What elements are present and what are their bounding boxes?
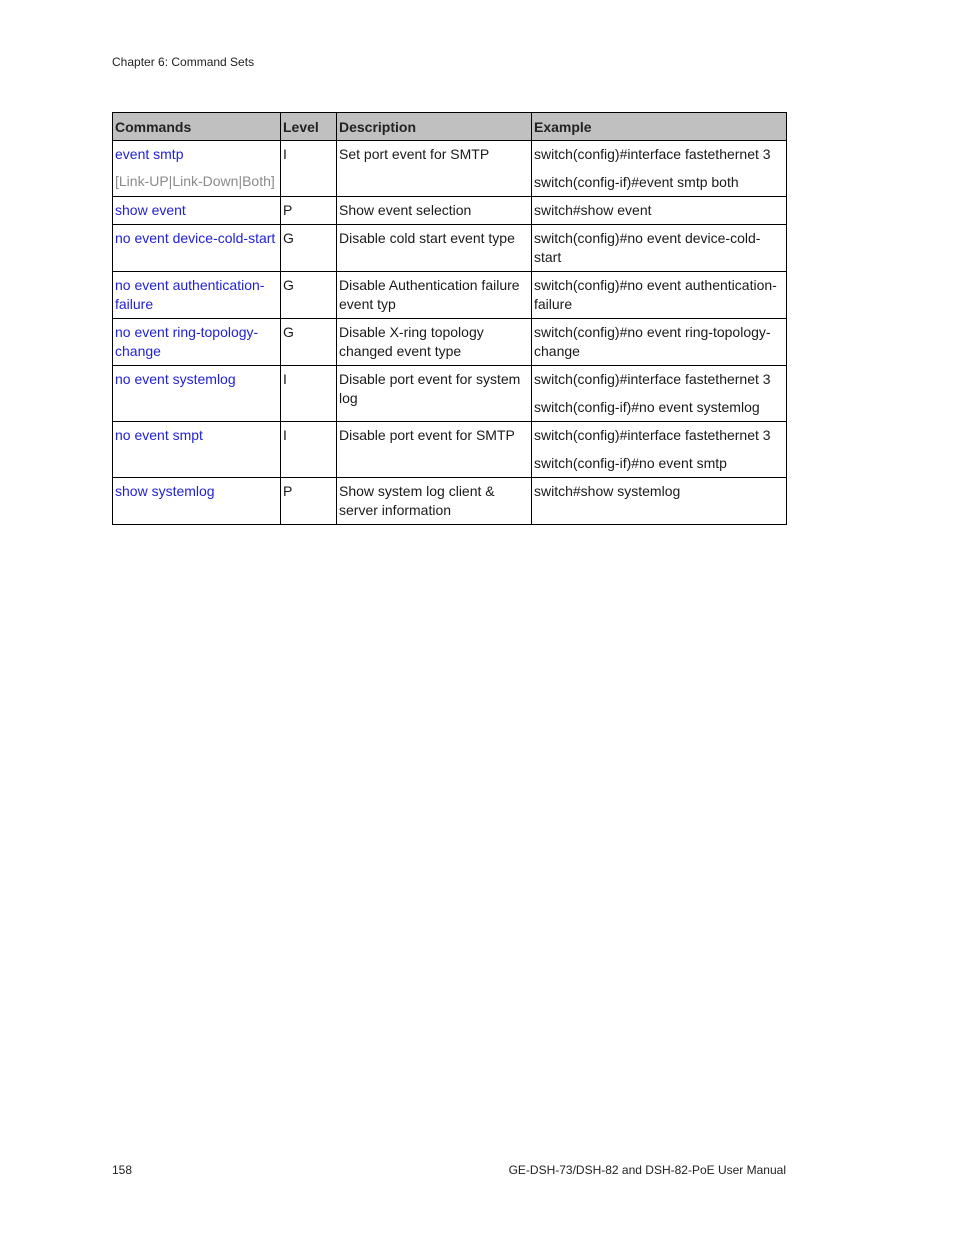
example-cell xyxy=(532,319,787,366)
column-header-description: Description xyxy=(337,113,532,141)
example-line: switch#show systemlog xyxy=(534,483,681,499)
description-cell: Disable Authentication failure event typ xyxy=(337,272,532,319)
level-cell: I xyxy=(281,141,337,197)
table-header-row xyxy=(113,113,787,141)
command-cell xyxy=(113,141,281,197)
level-cell: I xyxy=(281,366,337,422)
example-line: switch(config-if)#event smtp both xyxy=(534,174,739,190)
table-row xyxy=(113,141,787,197)
example-cell xyxy=(532,366,787,422)
command-cell xyxy=(113,225,281,272)
command-link[interactable]: event smtp xyxy=(115,146,184,162)
description-cell: Set port event for SMTP xyxy=(337,141,532,197)
level-cell: G xyxy=(281,225,337,272)
description-cell: Disable port event for SMTP xyxy=(337,422,532,478)
command-cell xyxy=(113,366,281,422)
example-cell xyxy=(532,478,787,525)
command-cell xyxy=(113,319,281,366)
example-line: switch(config)#interface fastethernet 3 xyxy=(534,371,771,387)
example-line: switch(config)#interface fastethernet 3 xyxy=(534,146,771,162)
table-row xyxy=(113,478,787,525)
chapter-header: Chapter 6: Command Sets xyxy=(112,55,255,69)
description-cell: Show event selection xyxy=(337,197,532,225)
command-link[interactable]: show event xyxy=(115,202,186,218)
example-cell xyxy=(532,141,787,197)
example-line: switch(config)#interface fastethernet 3 xyxy=(534,427,771,443)
command-link[interactable]: show systemlog xyxy=(115,483,215,499)
example-cell xyxy=(532,422,787,478)
command-link[interactable]: no event ring-topology-change xyxy=(115,324,259,359)
description-cell: Disable X-ring topology changed event type xyxy=(337,319,532,366)
command-cell xyxy=(113,197,281,225)
description-cell: Disable port event for system log xyxy=(337,366,532,422)
page-number: 158 xyxy=(112,1163,133,1177)
command-link[interactable]: no event systemlog xyxy=(115,371,236,387)
command-link[interactable]: no event authentication-failure xyxy=(115,277,265,312)
example-line: switch(config)#no event ring-topology-change xyxy=(534,324,771,359)
level-cell: G xyxy=(281,272,337,319)
example-line: switch#show event xyxy=(534,202,652,218)
description-cell: Show system log client & server information xyxy=(337,478,532,525)
table-row xyxy=(113,197,787,225)
command-link[interactable]: no event device-cold-start xyxy=(115,230,276,246)
table-body xyxy=(113,141,787,525)
manual-title: GE-DSH-73/DSH-82 and DSH-82-PoE User Manual xyxy=(508,1163,786,1177)
command-cell xyxy=(113,272,281,319)
example-line: switch(config)#no event authentication-failure xyxy=(534,277,777,312)
table-row xyxy=(113,272,787,319)
command-link[interactable]: no event smpt xyxy=(115,427,203,443)
command-cell xyxy=(113,422,281,478)
command-table xyxy=(112,112,787,525)
level-cell: I xyxy=(281,422,337,478)
column-header-commands: Commands xyxy=(113,113,281,141)
example-cell xyxy=(532,197,787,225)
level-cell: P xyxy=(281,478,337,525)
table-row xyxy=(113,366,787,422)
example-cell xyxy=(532,225,787,272)
example-cell xyxy=(532,272,787,319)
level-cell: G xyxy=(281,319,337,366)
table-row xyxy=(113,422,787,478)
table-row xyxy=(113,319,787,366)
description-cell: Disable cold start event type xyxy=(337,225,532,272)
level-cell: P xyxy=(281,197,337,225)
table-row xyxy=(113,225,787,272)
column-header-level: Level xyxy=(281,113,337,141)
column-header-example: Example xyxy=(532,113,787,141)
example-line: switch(config-if)#no event systemlog xyxy=(534,399,760,415)
example-line: switch(config-if)#no event smtp xyxy=(534,455,727,471)
command-parameter: [Link-UP|Link-Down|Both] xyxy=(115,173,275,189)
command-cell xyxy=(113,478,281,525)
example-line: switch(config)#no event device-cold-start xyxy=(534,230,761,265)
